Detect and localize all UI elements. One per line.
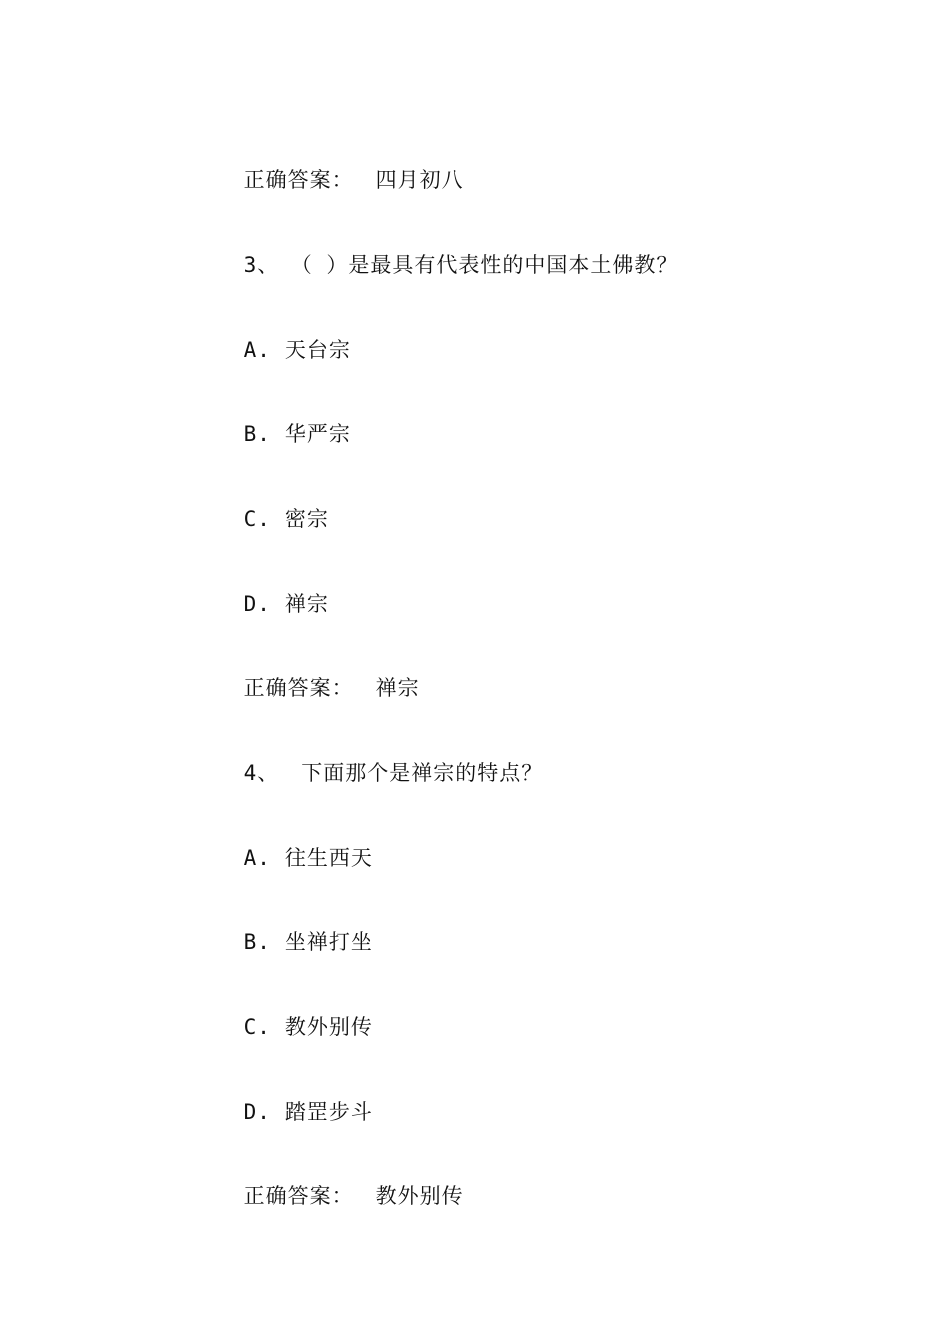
question-3 — [189, 223, 678, 307]
question-4 — [189, 731, 543, 815]
option-letter: B. — [243, 422, 271, 446]
option-text: 华严宗 — [284, 422, 351, 446]
answer-label: 正确答案： — [243, 168, 354, 192]
answer-line — [189, 1154, 464, 1238]
option-letter: C. — [243, 507, 271, 531]
question-number: 3、 — [243, 253, 280, 277]
answer-value: 禅宗 — [375, 676, 420, 700]
question-text: 下面那个是禅宗的特点？ — [301, 761, 544, 785]
option-letter: B. — [243, 930, 271, 954]
question-number: 4、 — [243, 761, 280, 785]
answer-line-prev — [189, 138, 464, 222]
question-text: （ ）是最具有代表性的中国本土佛教？ — [301, 253, 679, 277]
option-item — [189, 985, 373, 1069]
option-text: 密宗 — [284, 507, 329, 531]
option-item — [189, 1070, 373, 1154]
option-item — [189, 562, 329, 646]
answer-label: 正确答案： — [243, 1184, 354, 1208]
option-letter: C. — [243, 1015, 271, 1039]
answer-label: 正确答案： — [243, 676, 354, 700]
option-text: 往生西天 — [284, 846, 373, 870]
option-text: 天台宗 — [284, 338, 351, 362]
answer-line — [189, 646, 420, 730]
option-letter: A. — [243, 338, 271, 362]
option-item — [189, 900, 373, 984]
option-letter: A. — [243, 846, 271, 870]
option-item — [189, 816, 373, 900]
option-text: 坐禅打坐 — [284, 930, 373, 954]
answer-value: 教外别传 — [375, 1184, 464, 1208]
option-text: 踏罡步斗 — [284, 1100, 373, 1124]
option-text: 教外别传 — [284, 1015, 373, 1039]
option-letter: D. — [243, 1100, 271, 1124]
option-letter: D. — [243, 592, 271, 616]
option-item — [189, 477, 329, 561]
option-item — [189, 392, 351, 476]
option-text: 禅宗 — [284, 592, 329, 616]
option-item — [189, 308, 351, 392]
answer-value: 四月初八 — [375, 168, 464, 192]
